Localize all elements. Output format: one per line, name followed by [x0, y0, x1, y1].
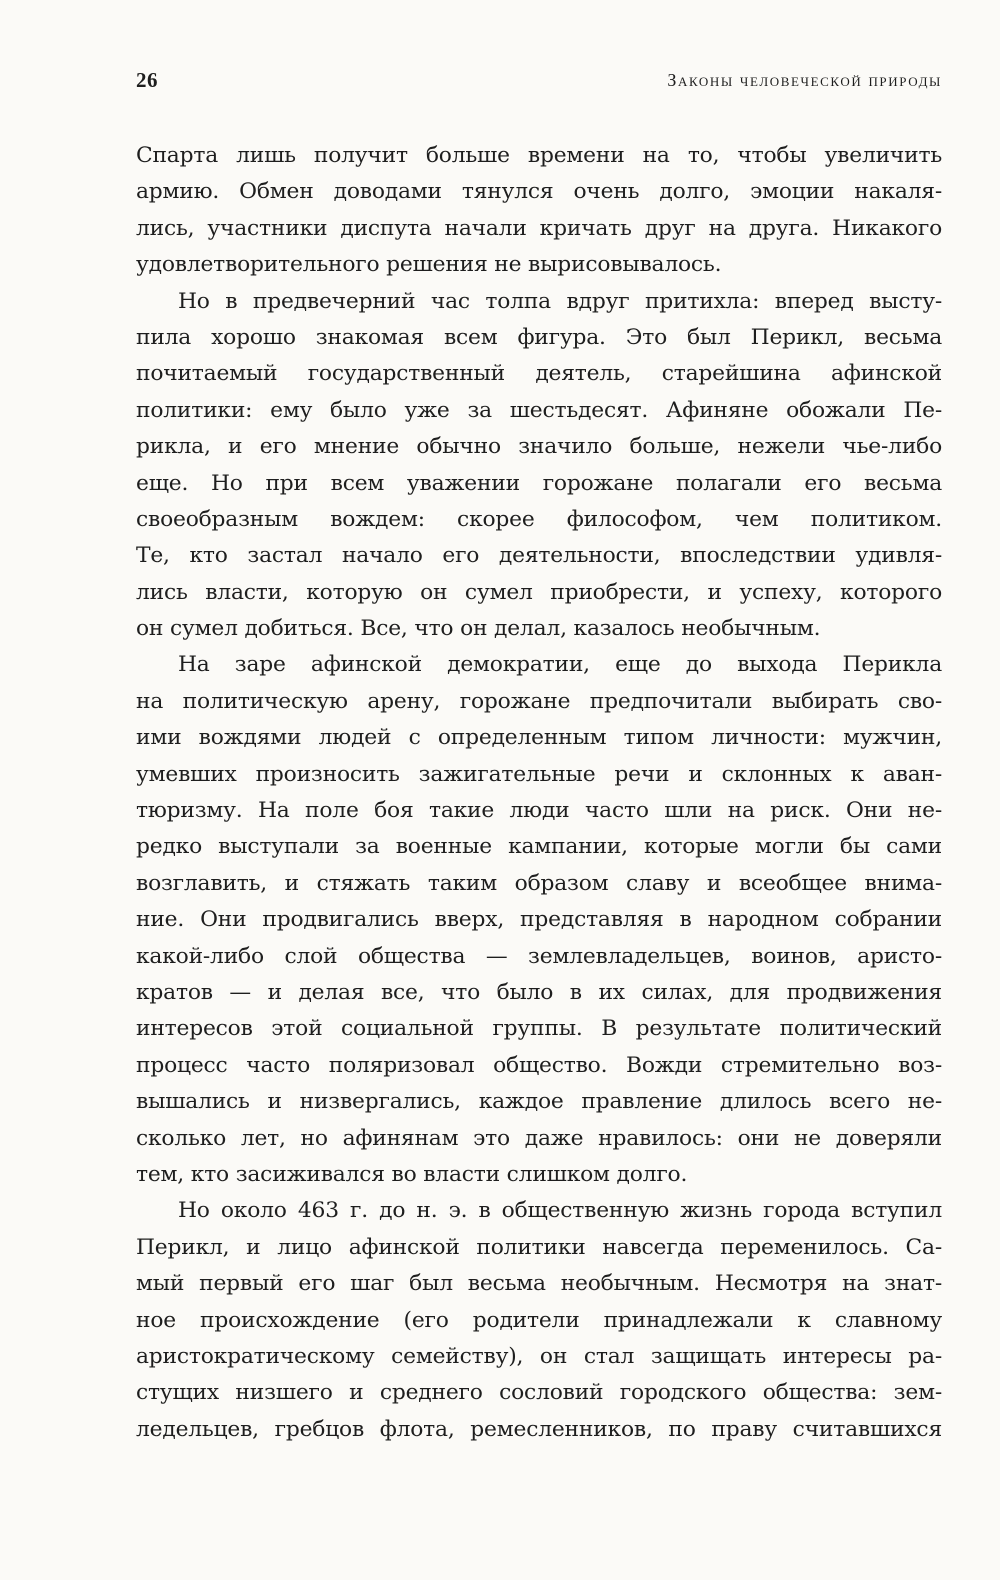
text-line: редко выступали за военные кампании, которые могли бы сами	[136, 834, 942, 860]
text-line: политики: ему было уже за шестьдесят. Афиняне обожали Пе-	[136, 397, 942, 423]
paragraph	[136, 1193, 942, 1448]
text-line: умевших произносить зажигательные речи и склонных к аван-	[136, 761, 942, 787]
text-line: армию. Обмен доводами тянулся очень долго, эмоции накаля-	[136, 179, 942, 205]
text-line: почитаемый государственный деятель, старейшина афинской	[136, 361, 942, 387]
text-line: ное происхождение (его родители принадлежали к славному	[136, 1307, 942, 1333]
running-title: Законы человеческой природы	[667, 70, 942, 90]
text-line: возглавить, и стяжать таким образом славу и всеобщее внима-	[136, 870, 942, 896]
text-line: стущих низшего и среднего сословий городского общества: зем-	[136, 1380, 942, 1406]
text-line: процесс часто поляризовал общество. Вожди стремительно воз-	[136, 1052, 942, 1078]
paragraph	[136, 138, 942, 284]
text-line: кратов — и делая все, что было в их силах, для продвижения	[136, 979, 942, 1005]
text-line: ледельцев, гребцов флота, ремесленников, по праву считавшихся	[136, 1416, 942, 1442]
text-line: Но в предвечерний час толпа вдруг притихла: вперед высту-	[178, 288, 942, 314]
paragraph	[136, 284, 942, 648]
text-line: пила хорошо знакомая всем фигура. Это был Перикл, весьма	[136, 324, 942, 350]
text-line: аристократическому семейству), он стал защищать интересы ра-	[136, 1343, 942, 1369]
text-line: Те, кто застал начало его деятельности, впоследствии удивля-	[136, 543, 942, 569]
text-line: лись власти, которую он сумел приобрести, и успеху, которого	[136, 579, 942, 605]
text-line: какой-либо слой общества — землевладельцев, воинов, аристо-	[136, 943, 942, 969]
text-line: ние. Они продвигались вверх, представляя в народном собрании	[136, 907, 942, 933]
text-line: еще. Но при всем уважении горожане полагали его весьма	[136, 470, 942, 496]
text-line: Перикл, и лицо афинской политики навсегда переменилось. Са-	[136, 1234, 942, 1260]
text-line: тюризму. На поле боя такие люди часто шли на риск. Они не-	[136, 798, 942, 824]
text-line: интересов этой социальной группы. В результате политический	[136, 1016, 942, 1042]
text-line: своеобразным вождем: скорее философом, чем политиком.	[136, 506, 942, 532]
text-line: сколько лет, но афинянам это даже нравилось: они не доверяли	[136, 1125, 942, 1151]
text-line: Спарта лишь получит больше времени на то, чтобы увеличить	[136, 143, 942, 168]
text-line: он сумел добиться. Все, что он делал, казалось необычным.	[136, 616, 821, 642]
text-line: лись, участники диспута начали кричать друг на друга. Никакого	[136, 215, 942, 241]
text-line: ими вождями людей с определенным типом личности: мужчин,	[136, 725, 942, 751]
paragraph	[136, 647, 942, 1193]
body-text	[136, 138, 942, 1448]
text-line: вышались и низвергались, каждое правление длилось всего не-	[136, 1089, 942, 1115]
text-line: на политическую арену, горожане предпочитали выбирать сво-	[136, 688, 942, 714]
text-line: рикла, и его мнение обычно значило больше, нежели чье-либо	[136, 434, 942, 460]
text-line: Но около 463 г. до н. э. в общественную жизнь города вступил	[178, 1198, 942, 1224]
text-line: мый первый его шаг был весьма необычным. Несмотря на знат-	[136, 1271, 942, 1297]
text-line: тем, кто засиживался во власти слишком долго.	[136, 1161, 688, 1187]
text-line: удовлетворительного решения не вырисовывалось.	[136, 252, 722, 278]
text-line: На заре афинской демократии, еще до выхода Перикла	[178, 652, 942, 678]
page-number: 26	[136, 68, 158, 92]
page-header	[136, 68, 942, 102]
